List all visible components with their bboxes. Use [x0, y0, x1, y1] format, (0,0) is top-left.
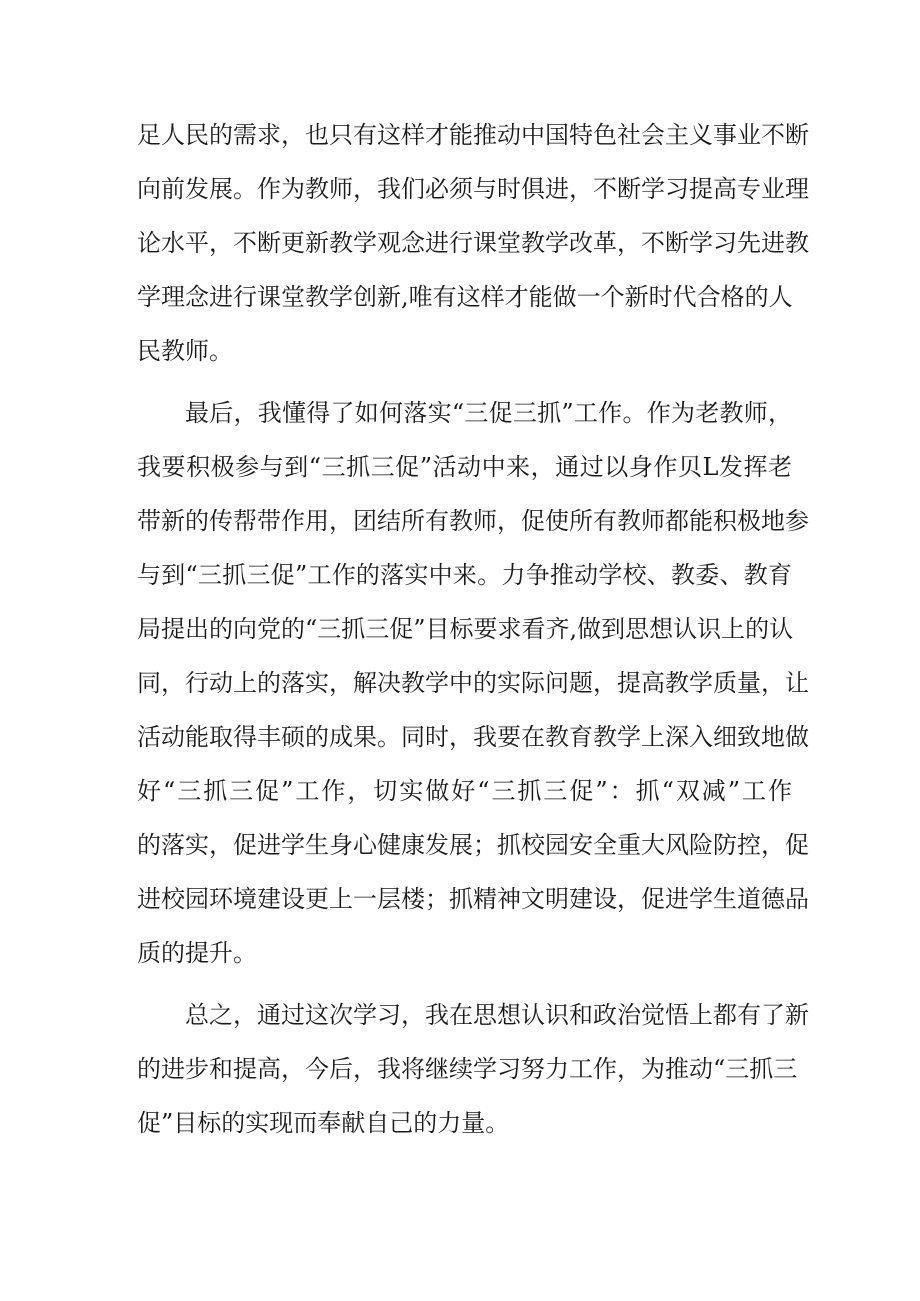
- text-line: 同，行动上的落实，解决教学中的实际问题，提高教学质量，让: [137, 669, 809, 697]
- text-line: 的落实，促进学生身心健康发展；抓校园安全重大风险防控，促: [137, 831, 809, 859]
- text-line: 进校园环境建设更上一层楼；抓精神文明建设，促进学生道德品: [137, 885, 809, 913]
- text-line: 论水平，不断更新教学观念进行课堂教学改革，不断学习先进教: [137, 229, 809, 257]
- text-line: 足人民的需求，也只有这样才能推动中国特色社会主义事业不断: [137, 121, 809, 149]
- text-line: 学理念进行课堂教学创新,唯有这样才能做一个新时代合格的人: [137, 283, 793, 311]
- text-line: 向前发展。作为教师，我们必须与时俱进，不断学习提高专业理: [137, 175, 809, 203]
- text-line: 最后，我懂得了如何落实“三促三抓”工作。作为老教师，: [185, 399, 792, 427]
- paragraph-2: [137, 386, 809, 980]
- text-line: 的进步和提高，今后，我将继续学习努力工作，为推动“三抓三: [137, 1055, 798, 1083]
- text-line: 质的提升。: [137, 939, 257, 967]
- text-line: 与到“三抓三促”工作的落实中来。力争推动学校、教委、教育: [137, 561, 792, 589]
- text-line: 活动能取得丰硕的成果。同时，我要在教育教学上深入细致地做: [137, 723, 809, 751]
- document-body: [137, 108, 809, 1150]
- text-line: 总之，通过这次学习，我在思想认识和政治觉悟上都有了新: [185, 1001, 809, 1029]
- text-line: 局提出的向党的“三抓三促”目标要求看齐,做到思想认识上的认: [137, 615, 794, 643]
- text-line: 好“三抓三促”工作，切实做好“三抓三促”：抓“双减”工作: [137, 777, 792, 805]
- text-line: 民教师。: [137, 337, 233, 365]
- text-line: 带新的传帮带作用，团结所有教师，促使所有教师都能积极地参: [137, 507, 809, 535]
- paragraph-1: [137, 108, 809, 378]
- text-line: 我要积极参与到“三抓三促”活动中来，通过以身作贝L发挥老: [137, 453, 792, 481]
- text-line: 促”目标的实现而奉献自己的力量。: [137, 1109, 510, 1137]
- paragraph-3: [137, 988, 809, 1150]
